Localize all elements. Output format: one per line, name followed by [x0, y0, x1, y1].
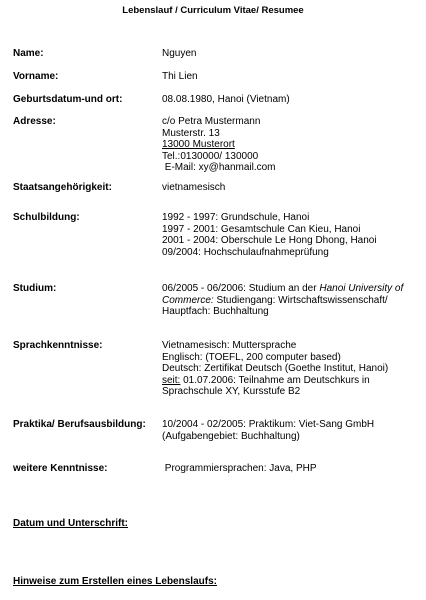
address-line: 13000 Musterort	[162, 139, 235, 151]
school-line: 1992 - 1997: Grundschule, Hanoi	[162, 212, 310, 223]
internship-line: 10/2004 - 02/2005: Praktikum: Viet-Sang GmbH	[162, 419, 375, 430]
address-line: c/o Petra Mustermann	[162, 116, 261, 127]
internship-label: Praktika/ Berufsausbildung:	[13, 419, 146, 430]
vorname-text: Thi Lien	[162, 71, 198, 82]
language-line: Englisch: (TOEFL, 200 computer based)	[162, 351, 341, 363]
skills-value	[162, 463, 416, 475]
languages-label: Sprachkenntnisse:	[13, 340, 103, 351]
nationality-text: vietnamesisch	[162, 182, 226, 193]
school-block	[162, 212, 416, 258]
internship-block	[162, 419, 416, 442]
course-text: 01.07.2006: Teilnahme am Deutschkurs in Sprachschule XY, Kursstufe B2	[162, 374, 370, 398]
university-name: Hanoi University of Commerce:	[162, 283, 404, 306]
language-line: Deutsch: Zertifikat Deutsch (Goethe Institut, Hanoi)	[162, 363, 389, 375]
study-block	[162, 283, 416, 318]
document-title: Lebenslauf / Curriculum Vitae/ Resumee	[122, 5, 304, 16]
address-label: Adresse:	[13, 116, 56, 127]
address-line: Musterstr. 13	[162, 127, 220, 139]
nationality-label: Staatsangehörigkeit:	[13, 182, 112, 193]
study-label: Studium:	[13, 283, 57, 294]
birth-label: Geburtsdatum-und ort:	[13, 94, 123, 105]
school-line: 1997 - 2001: Gesamtschule Can Kieu, Hanoi	[162, 223, 361, 235]
birth-value	[162, 94, 416, 106]
school-line: 09/2004: Hochschulaufnahmeprüfung	[162, 246, 329, 258]
birth-text: 08.08.1980, Hanoi (Vietnam)	[162, 94, 290, 105]
language-line: Vietnamesisch: Muttersprache	[162, 340, 297, 351]
address-block	[162, 116, 416, 174]
study-text	[162, 283, 416, 318]
languages-block	[162, 340, 416, 398]
study-part: 06/2005 - 06/2006: Studium an der	[162, 283, 320, 294]
language-line	[162, 375, 416, 398]
vorname-value	[162, 71, 416, 83]
name-text: Nguyen	[162, 48, 197, 59]
school-label: Schulbildung:	[13, 212, 80, 223]
address-line: E-Mail: xy@hanmail.com	[162, 162, 276, 174]
address-line: Tel.:0130000/ 130000	[162, 150, 259, 162]
study-part: Studiengang: Wirtschaftswissenschaft/ Hauptfach: Buchhaltung	[162, 294, 388, 318]
name-value	[162, 48, 416, 60]
cv-tips-heading: Hinweise zum Erstellen eines Lebenslaufs:	[13, 576, 217, 587]
nationality-value	[162, 182, 416, 194]
since-label: seit:	[162, 374, 181, 386]
vorname-label: Vorname:	[13, 71, 59, 82]
school-line: 2001 - 2004: Oberschule Le Hong Dhong, Hanoi	[162, 235, 377, 247]
date-signature-heading: Datum und Unterschrift:	[13, 518, 128, 529]
skills-label: weitere Kenntnisse:	[13, 463, 108, 474]
name-label: Name:	[13, 48, 44, 59]
internship-line: (Aufgabengebiet: Buchhaltung)	[162, 430, 300, 442]
skills-text: Programmiersprachen: Java, PHP	[162, 463, 317, 474]
